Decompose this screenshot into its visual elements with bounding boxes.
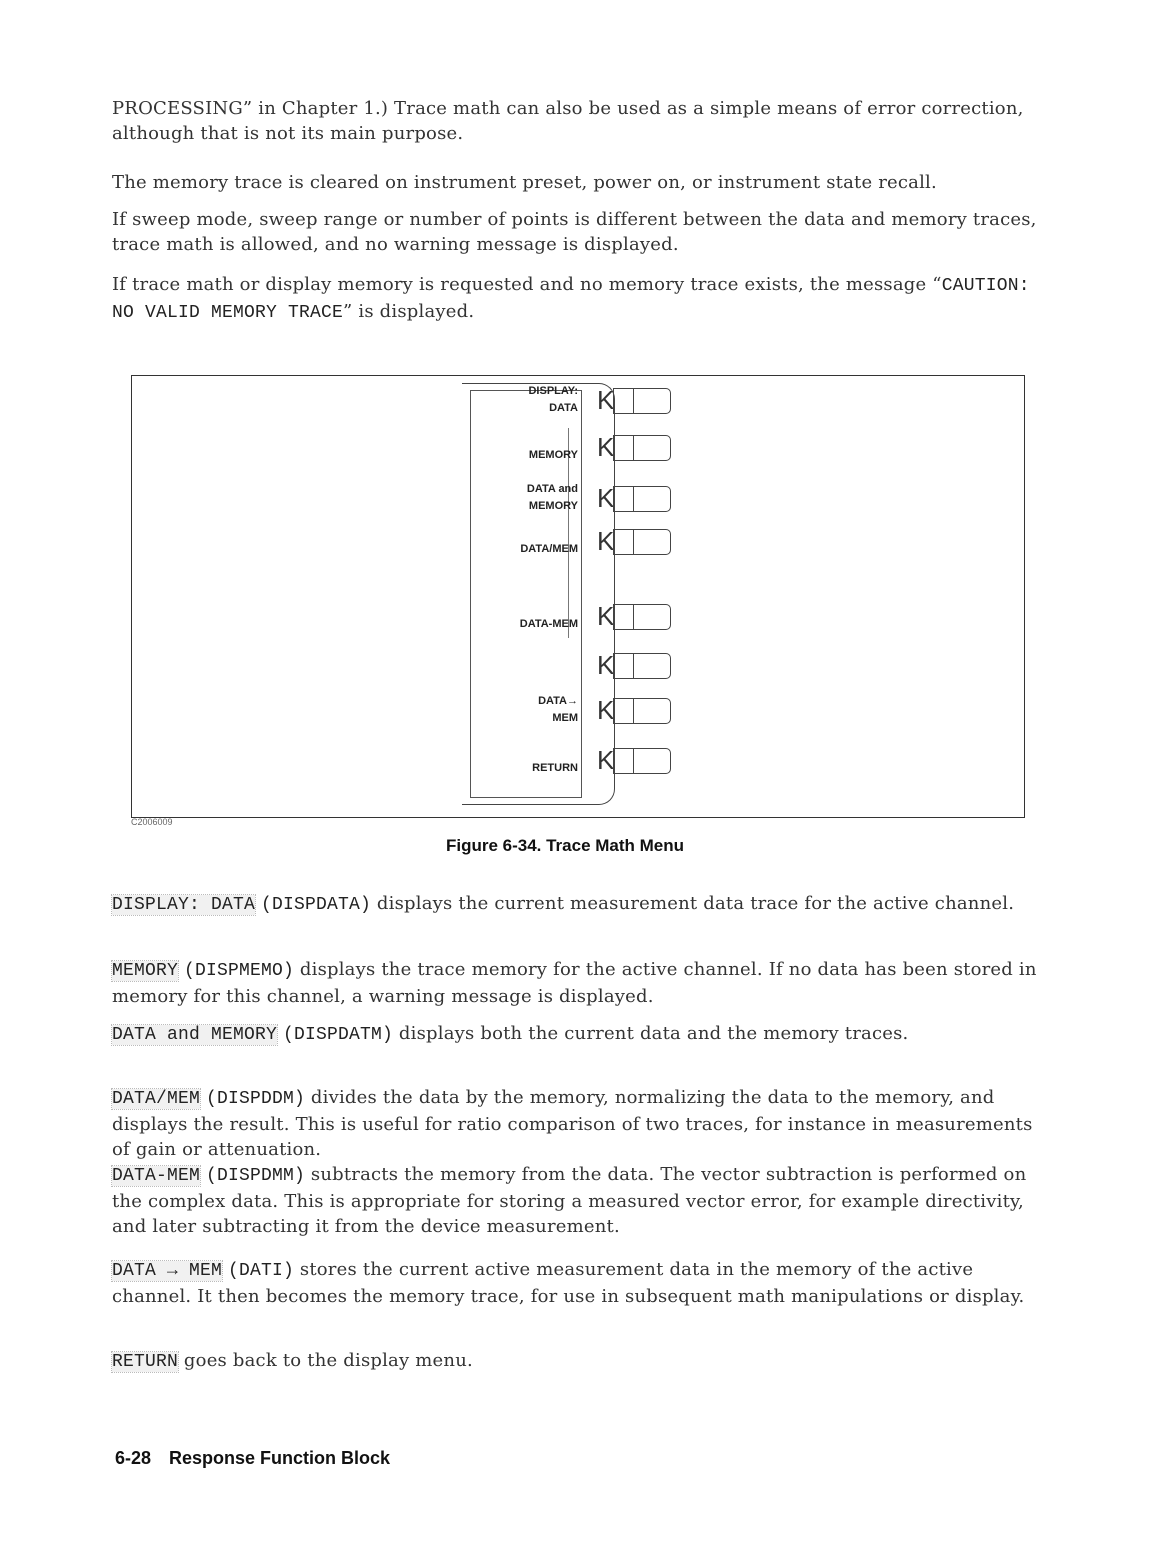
- softkey-pointer-icon: K: [597, 601, 615, 631]
- softkey-button[interactable]: [597, 528, 685, 554]
- softkey-description: [112, 1162, 1042, 1239]
- softkey-label: [458, 599, 578, 633]
- softkey-label-line1: DATA and: [526, 483, 578, 495]
- softkey-button[interactable]: [597, 603, 685, 629]
- softkey-pointer-icon: K: [597, 385, 615, 415]
- softkey-cap: [633, 748, 671, 774]
- softkey-body: [613, 698, 634, 724]
- softkey-description: [112, 891, 1042, 918]
- softkey-label-line2: DATA: [549, 402, 578, 414]
- softkey-pointer-icon: K: [597, 650, 615, 680]
- softkey-label-line1: [458, 430, 578, 447]
- softkey-description: [112, 1348, 1042, 1375]
- section-title: Response Function Block: [169, 1448, 391, 1468]
- caution-message: CAUTION: NO VALID MEMORY TRACE: [112, 276, 1030, 323]
- softkey-name: DATA → MEM: [112, 1261, 223, 1281]
- softkey-name: DATA/MEM: [112, 1089, 201, 1109]
- softkey-description: [112, 1021, 1042, 1048]
- softkey-body: [613, 388, 634, 414]
- page-number: 6-28: [115, 1448, 152, 1468]
- softkey-label-line2: RETURN: [532, 762, 578, 774]
- description-text: displays the current measurement data trace for the active channel.: [370, 893, 1015, 914]
- softkey-label-line1: DATA→: [538, 695, 578, 707]
- softkey-name: MEMORY: [112, 961, 179, 981]
- softkey-cap: [633, 698, 671, 724]
- softkey-pointer-icon: K: [597, 483, 615, 513]
- page-footer: [115, 1448, 408, 1469]
- hpib-command: (DISPDDM): [205, 1089, 305, 1109]
- softkey-body: [613, 748, 634, 774]
- paragraph-intro-4: [112, 272, 1042, 326]
- softkey-label: [458, 524, 578, 558]
- softkey-button[interactable]: [597, 485, 685, 511]
- trace-math-menu-figure: [131, 375, 1025, 818]
- softkey-label-line1: [458, 743, 578, 760]
- description-text: goes back to the display menu.: [178, 1350, 473, 1371]
- softkey-label-line2: DATA-MEM: [519, 618, 578, 630]
- paragraph-intro-1: PROCESSING” in Chapter 1.) Trace math can also be used as a simple means of error correction, although that is not its main purpose.: [112, 98, 1024, 144]
- softkey-label-line1: DISPLAY:: [528, 385, 578, 397]
- softkey-name: DISPLAY: DATA: [112, 895, 256, 915]
- softkey-description: [112, 957, 1042, 1009]
- softkey-label: [458, 481, 578, 515]
- softkey-label-line1: [458, 524, 578, 541]
- hpib-command: (DISPMEMO): [183, 961, 294, 981]
- softkey-pointer-icon: K: [597, 695, 615, 725]
- softkey-label-line1: [458, 648, 578, 665]
- softkey-body: [613, 486, 634, 512]
- figure-caption: Figure 6-34. Trace Math Menu: [445, 836, 685, 855]
- text: ” is displayed.: [343, 301, 475, 322]
- softkey-label-line2: MEMORY: [528, 449, 578, 461]
- description-text: displays both the current data and the memory traces.: [392, 1023, 909, 1044]
- figure-id: C2006009: [131, 817, 173, 827]
- softkey-name: RETURN: [112, 1352, 179, 1372]
- softkey-description: [112, 1257, 1042, 1309]
- description-text: displays the trace memory for the active channel. If no data has been stored in memory for this channel, a warning message is displayed.: [112, 959, 1037, 1007]
- softkey-button[interactable]: [597, 747, 685, 773]
- hpib-command: (DISPDATM): [282, 1025, 393, 1045]
- softkey-label: [458, 693, 578, 727]
- softkey-description: [112, 1085, 1042, 1162]
- softkey-cap: [633, 486, 671, 512]
- softkey-name: DATA and MEMORY: [112, 1025, 278, 1045]
- paragraph-intro-2: The memory trace is cleared on instrument preset, power on, or instrument state recall.: [112, 172, 937, 193]
- softkey-cap: [633, 604, 671, 630]
- softkey-button[interactable]: [597, 387, 685, 413]
- softkey-label: [458, 383, 578, 417]
- softkey-label-line2: DATA/MEM: [520, 543, 578, 555]
- softkey-cap: [633, 388, 671, 414]
- softkey-button[interactable]: [597, 652, 685, 678]
- softkey-body: [613, 604, 634, 630]
- softkey-pointer-icon: K: [597, 526, 615, 556]
- softkey-pointer-icon: K: [597, 745, 615, 775]
- softkey-label-line1: [458, 599, 578, 616]
- hpib-command: (DATI): [227, 1261, 294, 1281]
- paragraph-intro-3: If sweep mode, sweep range or number of points is different between the data and memory traces, trace math is allowed, and no warning message is displayed.: [112, 209, 1037, 255]
- softkey-button[interactable]: [597, 434, 685, 460]
- softkey-label: [458, 743, 578, 777]
- description-text: stores the current active measurement data in the memory of the active channel. It then becomes the memory trace, for use in subsequent math manipulations or display.: [112, 1259, 1025, 1307]
- text: If trace math or display memory is requested and no memory trace exists, the message “: [112, 274, 942, 295]
- softkey-cap: [633, 435, 671, 461]
- softkey-body: [613, 529, 634, 555]
- softkey-button[interactable]: [597, 697, 685, 723]
- softkey-label: [458, 648, 578, 665]
- hpib-command: (DISPDMM): [205, 1166, 305, 1186]
- softkey-cap: [633, 653, 671, 679]
- softkey-body: [613, 653, 634, 679]
- softkey-pointer-icon: K: [597, 432, 615, 462]
- softkey-label-line2: MEMORY: [528, 500, 578, 512]
- softkey-cap: [633, 529, 671, 555]
- softkey-label-line2: MEM: [552, 712, 578, 724]
- softkey-name: DATA-MEM: [112, 1166, 201, 1186]
- hpib-command: (DISPDATA): [260, 895, 371, 915]
- description-text: divides the data by the memory, normalizing the data to the memory, and displays the result. This is useful for ratio comparison of two traces, for instance in measurements of gain or attenuation.: [112, 1087, 1033, 1160]
- softkey-label: [458, 430, 578, 464]
- description-text: subtracts the memory from the data. The vector subtraction is performed on the complex data. This is appropriate for storing a measured vector error, for example directivity, and later subtracting it from the device measurement.: [112, 1164, 1027, 1237]
- softkey-body: [613, 435, 634, 461]
